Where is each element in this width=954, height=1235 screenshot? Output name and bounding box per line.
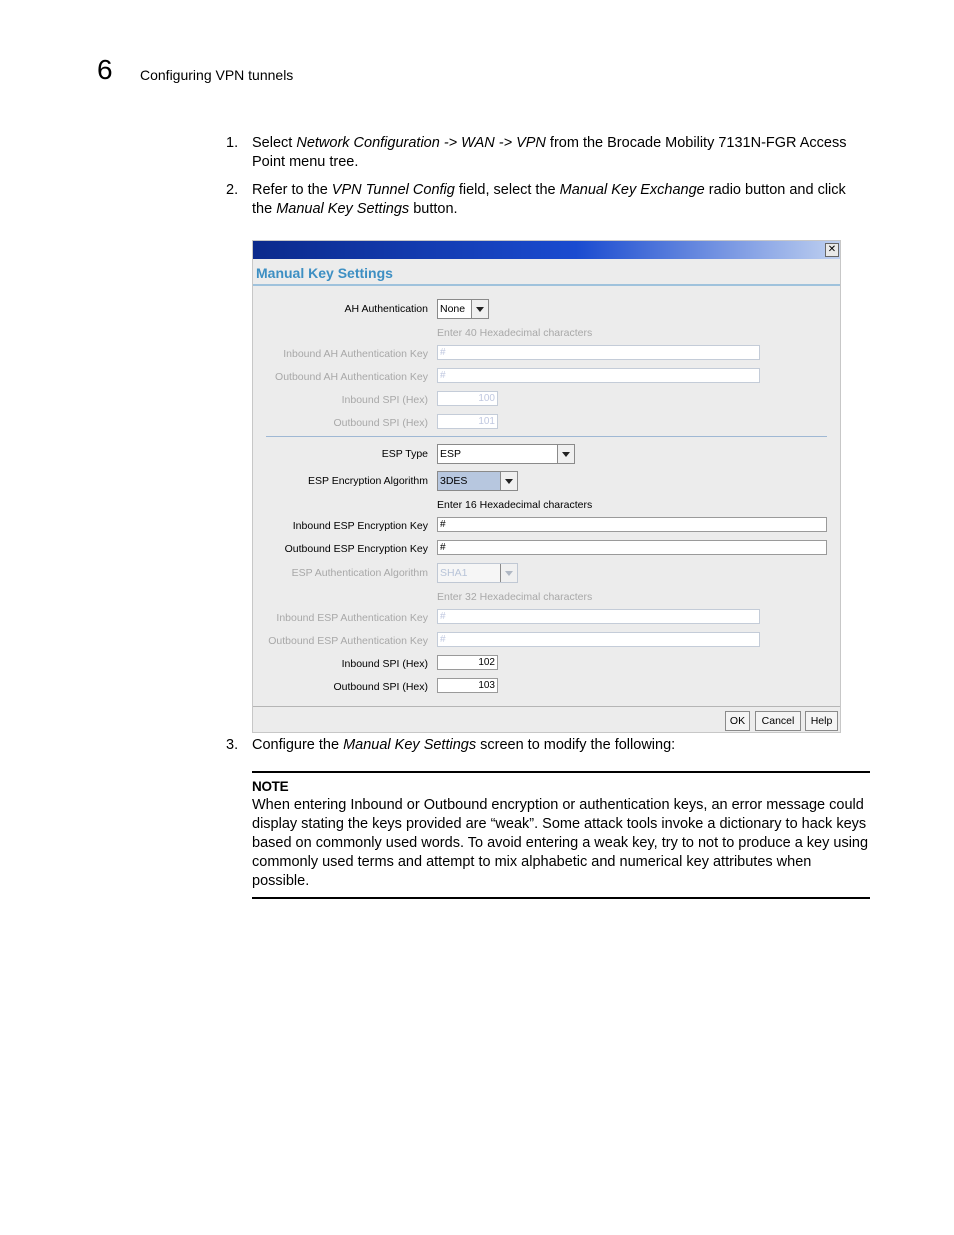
esp-encryption-algorithm-label: ESP Encryption Algorithm <box>307 475 428 487</box>
step-number: 2. <box>226 182 239 198</box>
dialog-title: Manual Key Settings <box>256 265 393 281</box>
esp-authentication-algorithm-value: SHA1 <box>440 567 468 579</box>
step-emphasis: Manual Key Settings <box>343 737 477 753</box>
step-emphasis: Manual Key Exchange <box>559 182 705 198</box>
ah-outbound-spi-input[interactable]: 101 <box>437 414 498 429</box>
step-text: radio button and click the <box>252 182 846 217</box>
step-emphasis: Manual Key Settings <box>276 201 410 217</box>
note-title: NOTE <box>252 779 289 794</box>
esp-encryption-key-hint: Enter 16 Hexadecimal characters <box>437 499 593 511</box>
outbound-ah-key-input[interactable]: # <box>437 368 760 383</box>
inbound-ah-key-label: Inbound AH Authentication Key <box>283 348 428 360</box>
step-1 <box>226 134 866 172</box>
esp-type-select[interactable] <box>437 444 575 464</box>
step-text: screen to modify the following: <box>476 737 676 753</box>
dialog-titlebar <box>253 241 840 259</box>
help-button[interactable]: Help <box>805 711 838 731</box>
esp-type-label: ESP Type <box>381 448 428 460</box>
step-text: button. <box>409 201 458 217</box>
esp-authentication-algorithm-select[interactable] <box>437 563 518 583</box>
chevron-down-icon[interactable] <box>500 472 517 490</box>
chevron-down-icon[interactable] <box>471 300 488 318</box>
close-icon[interactable]: ✕ <box>825 243 839 257</box>
chapter-number: 6 <box>97 54 113 85</box>
esp-encryption-algorithm-value: 3DES <box>440 475 468 487</box>
cancel-button[interactable]: Cancel <box>755 711 801 731</box>
ah-inbound-spi-input[interactable]: 100 <box>437 391 498 406</box>
ah-outbound-spi-label: Outbound SPI (Hex) <box>333 417 428 429</box>
manual-key-settings-dialog <box>252 240 841 733</box>
step-text: Refer to the <box>252 182 332 198</box>
ah-inbound-spi-label: Inbound SPI (Hex) <box>341 394 428 406</box>
step-text: from the Brocade Mobility 7131N-FGR Access Point menu tree. <box>252 135 847 170</box>
step-number: 1. <box>226 135 239 151</box>
note-text: When entering Inbound or Outbound encryption or authentication keys, an error message could display stating the keys provided are “weak”. Some attack tools invoke a dictionary to hack keys based on commonly used words. To avoid entering a weak key, try to not to produce a key using commonly used terms and attempt to mix alphabetic and numerical key attributes when possible. <box>252 797 869 889</box>
esp-type-value: ESP <box>440 448 462 460</box>
inbound-ah-key-input[interactable]: # <box>437 345 760 360</box>
esp-authentication-key-hint: Enter 32 Hexadecimal characters <box>437 591 593 603</box>
outbound-esp-authentication-key-input[interactable]: # <box>437 632 760 647</box>
outbound-esp-encryption-key-label: Outbound ESP Encryption Key <box>284 543 428 555</box>
outbound-esp-encryption-key-input[interactable]: # <box>437 540 827 555</box>
step-emphasis: VPN Tunnel Config <box>331 182 455 198</box>
inbound-esp-authentication-key-input[interactable]: # <box>437 609 760 624</box>
section-divider <box>266 436 827 437</box>
inbound-esp-encryption-key-input[interactable]: # <box>437 517 827 532</box>
esp-inbound-spi-label: Inbound SPI (Hex) <box>341 658 428 670</box>
esp-outbound-spi-input[interactable]: 103 <box>437 678 498 693</box>
esp-authentication-algorithm-label: ESP Authentication Algorithm <box>291 567 428 579</box>
esp-encryption-algorithm-select[interactable] <box>437 471 518 491</box>
step-number: 3. <box>226 737 239 753</box>
chevron-down-icon[interactable] <box>500 564 517 582</box>
esp-inbound-spi-input[interactable]: 102 <box>437 655 498 670</box>
ah-authentication-value: None <box>440 303 466 315</box>
step-2 <box>226 181 866 219</box>
note-box <box>252 771 870 899</box>
ah-authentication-select[interactable] <box>437 299 489 319</box>
step-text: field, select the <box>454 182 560 198</box>
chapter-title: Configuring VPN tunnels <box>140 67 294 83</box>
step-text: Configure the <box>252 737 344 753</box>
outbound-esp-authentication-key-label: Outbound ESP Authentication Key <box>268 635 428 647</box>
settings-panel <box>253 286 840 707</box>
ah-key-hint: Enter 40 Hexadecimal characters <box>437 327 593 339</box>
chevron-down-icon[interactable] <box>557 445 574 463</box>
step-menu-path: Network Configuration -> WAN -> VPN <box>296 135 546 151</box>
step-3 <box>226 736 866 755</box>
inbound-esp-authentication-key-label: Inbound ESP Authentication Key <box>276 612 428 624</box>
outbound-ah-key-label: Outbound AH Authentication Key <box>275 371 428 383</box>
step-text: Select <box>252 135 297 151</box>
esp-outbound-spi-label: Outbound SPI (Hex) <box>333 681 428 693</box>
ah-authentication-label: AH Authentication <box>344 303 428 315</box>
inbound-esp-encryption-key-label: Inbound ESP Encryption Key <box>292 520 428 532</box>
ok-button[interactable]: OK <box>725 711 750 731</box>
